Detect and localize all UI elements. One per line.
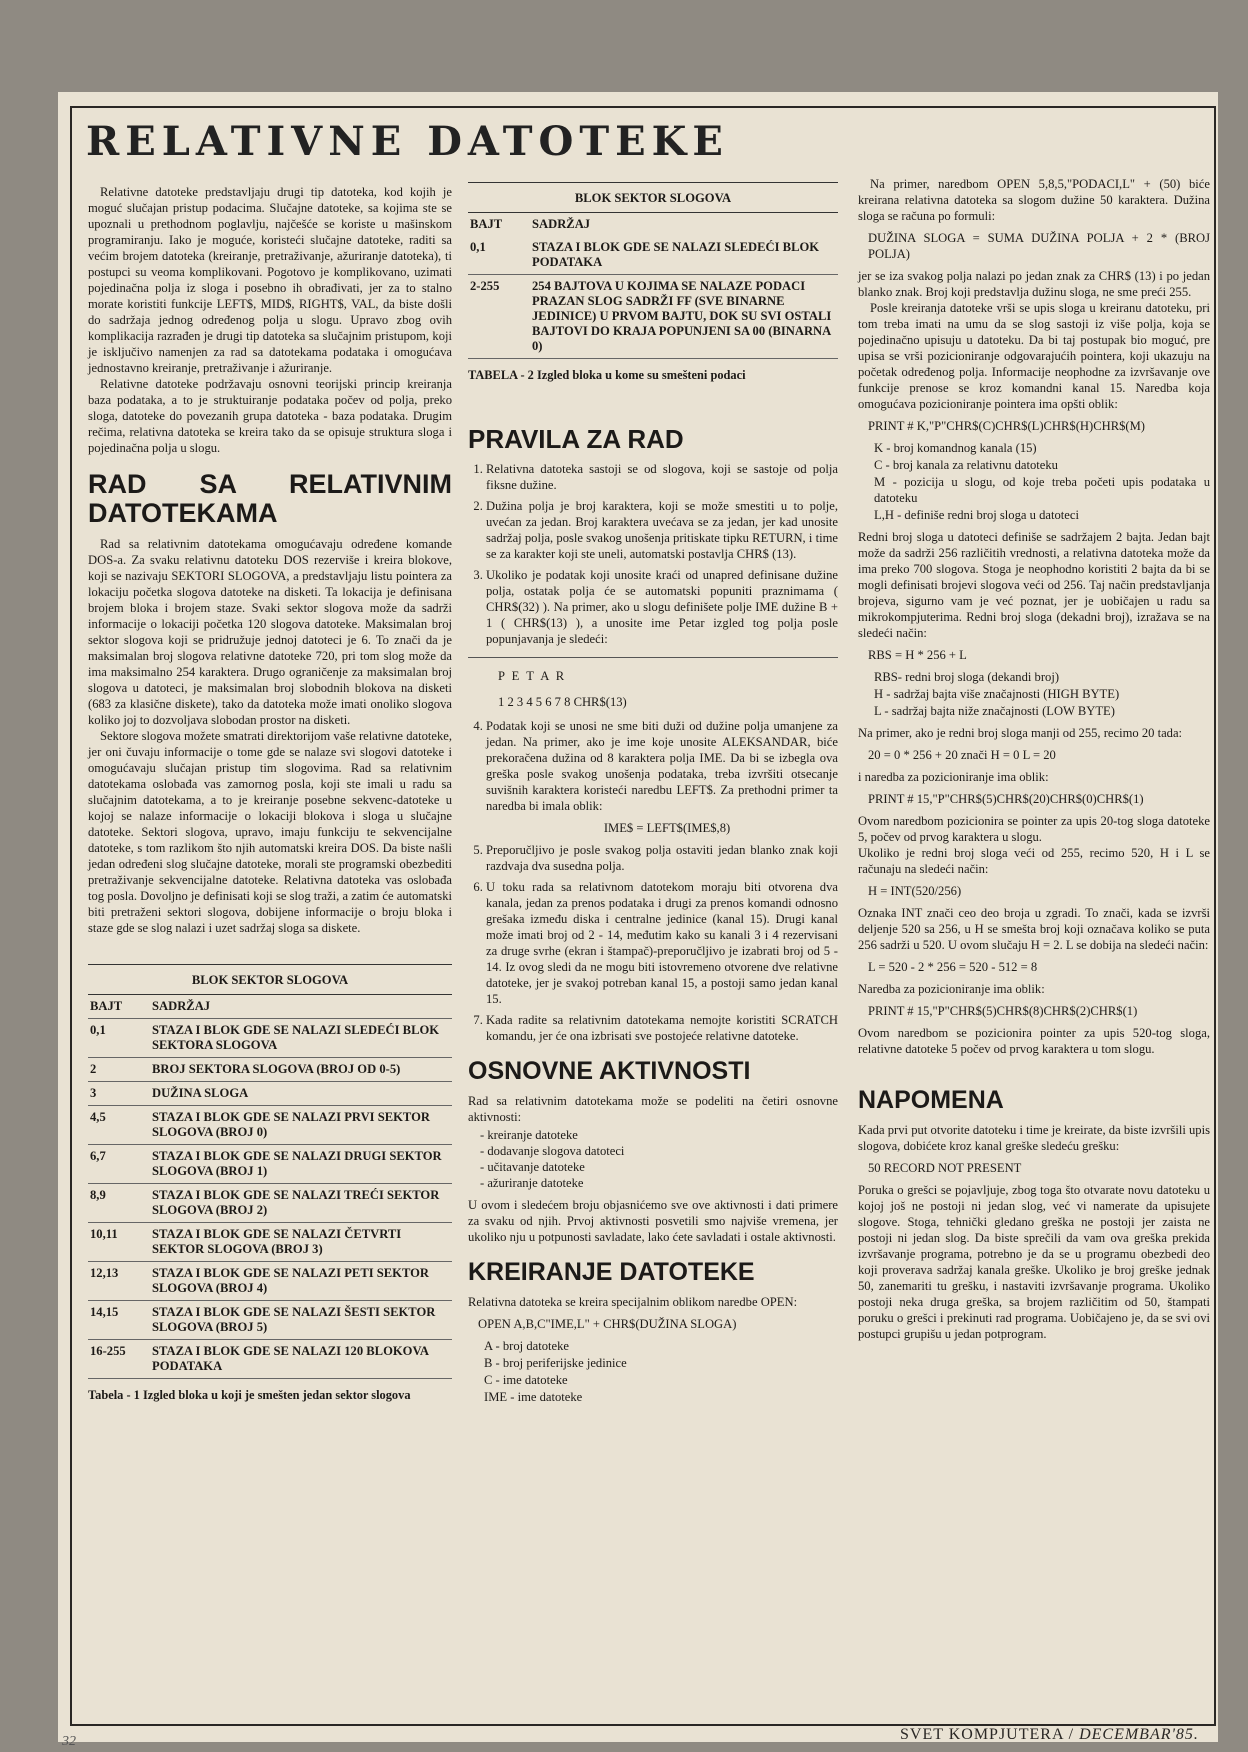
- intro-paragraph: Relativne datoteke predstavljaju drugi tip datoteka, kod kojih je moguć slučajan pristup podacima. Slučajne datoteke, sa kojima ste se upoznali u prethodnom poglavlju, najčešće se koriste u mašinskom programiranju. Iako je moguće, koristeći slučajne datoteke, raditi sa većim brojem datoteka (kreiranje, pretraživanje, ažuriranje datoteka), ti postupci su veoma komplikovani. Pogotovo je komplikovano, uzimati pojedinačna polja iz sloga i posebno ih obrađivati, jer za to stalno morate koristiti funkcije LEFT$, MID$, RIGHT$, VAL, da biste došli do sadržaja jednog određenog polja u slogu. Upravo zbog ovih komplikacija razrađen je drugi tip datoteka sa slučajnim pristupom, koji je isključivo namenjen za rad sa datotekama podataka i omogućava jednostavno kreiranje, pretraživanje i ažuriranje.: [88, 185, 452, 375]
- body-paragraph: Na primer, naredbom OPEN 5,8,5,"PODACI,L" + (50) biće kreirana relativna datoteka sa slogom dužine 50 karaktera. Dužina sloga se računa po formuli:: [858, 177, 1210, 223]
- table-cell: 0,1: [88, 1019, 150, 1058]
- code-line: OPEN A,B,C"IME,L" + CHR$(DUŽINA SLOGA): [478, 1317, 737, 1332]
- page-number: 32: [62, 1734, 76, 1749]
- table-2: [468, 182, 838, 383]
- table-cell: 254 BAJTOVA U KOJIMA SE NALAZE PODACI PRAZAN SLOG SADRŽI FF (SVE BINARNE JEDINICE) U PRVOM BAJTU, DOK SU SVI OSTALI BAJTOVI DO KRAJA POPUNJENI SA 00 (BINARNA 0): [530, 275, 838, 359]
- table-1: [88, 964, 452, 1403]
- definition: L,H - definiše redni broj sloga u datoteci: [874, 508, 1079, 522]
- column-1: [88, 184, 452, 1403]
- section-heading: KREIRANJE DATOTEKE: [468, 1258, 755, 1287]
- column-header: SADRŽAJ: [532, 217, 591, 231]
- body-paragraph: jer se iza svakog polja nalazi po jedan znak za CHR$ (13) i po jedan blanko znak. Broj koji predstavlja dužinu sloga, ne sme preći 255.: [858, 269, 1210, 299]
- definition-list: [874, 669, 1210, 719]
- error-line: 50 RECORD NOT PRESENT: [868, 1161, 1022, 1175]
- table-cell: 2: [88, 1058, 150, 1082]
- table-cell: STAZA I BLOK GDE SE NALAZI PETI SEKTOR SLOGOVA (BROJ 4): [150, 1262, 452, 1301]
- table-cell: 4,5: [88, 1106, 150, 1145]
- body-paragraph: Rad sa relativnim datotekama može se podeliti na četiri osnovne aktivnosti:: [468, 1094, 838, 1125]
- section-heading: OSNOVNE AKTIVNOSTI: [468, 1057, 751, 1086]
- code-line: IME$ = LEFT$(IME$,8): [603, 821, 731, 836]
- petar-index: 1 2 3 4 5 6 7 8 CHR$(13): [498, 695, 627, 710]
- table-cell: 14,15: [88, 1301, 150, 1340]
- column-3: [858, 176, 1210, 1342]
- list-item: - dodavanje slogova datoteci: [480, 1143, 838, 1159]
- definition: M - pozicija u slogu, od koje treba početi upis podataka u datoteku: [874, 475, 1210, 505]
- table-cell: STAZA I BLOK GDE SE NALAZI PRVI SEKTOR SLOGOVA (BROJ 0): [150, 1106, 452, 1145]
- body-paragraph: i naredba za pozicioniranje ima oblik:: [858, 770, 1049, 784]
- table-cell: 0,1: [468, 236, 530, 275]
- formula-line: H = INT(520/256): [868, 884, 962, 898]
- body-paragraph: Relativna datoteka se kreira specijalnim oblikom naredbe OPEN:: [468, 1295, 798, 1310]
- table-caption: TABELA - 2 Izgled bloka u kome su smešteni podaci: [468, 368, 746, 382]
- footer-separator: /: [1068, 1726, 1075, 1743]
- table-cell: DUŽINA SLOGA: [150, 1082, 452, 1106]
- table-cell: BROJ SEKTORA SLOGOVA (BROJ OD 0-5): [150, 1058, 452, 1082]
- body-paragraph: U ovom i sledećem broju objasnićemo sve ove aktivnosti i dati primere za svaku od njih. Prvoj aktivnosti posvetili smo najviše vremena, jer ukoliko nju u potpunosti savladate, lako ćete savladati i ostale aktivnosti.: [468, 1198, 838, 1245]
- definition: K - broj komandnog kanala (15): [874, 441, 1037, 455]
- definition: H - sadržaj bajta više značajnosti (HIGH BYTE): [874, 687, 1120, 701]
- list-item: - učitavanje datoteke: [480, 1159, 838, 1175]
- formula-line: RBS = H * 256 + L: [868, 648, 967, 662]
- body-paragraph: Ovom naredbom se pozicionira pointer za upis 520-tog sloga, relativne datoteke 5 počev od prvog karaktera u tom slogu.: [858, 1026, 1210, 1056]
- section-heading: PRAVILA ZA RAD: [468, 424, 684, 454]
- table-cell: 3: [88, 1082, 150, 1106]
- intro-paragraph: Relativne datoteke podržavaju osnovni teorijski princip kreiranja baza podataka, a to je struktuiranje podataka počev od polja, preko sloga, datoteke do povezanih grupa datoteka - baza podataka. Drugim rečima, relativna datoteka se kreira tako da se opisuje struktura sloga i pojedinačna polja u slogu.: [88, 377, 452, 455]
- table-cell: 16-255: [88, 1340, 150, 1379]
- definition: RBS- redni broj sloga (dekandi broj): [874, 670, 1060, 684]
- table-cell: STAZA I BLOK GDE SE NALAZI 120 BLOKOVA PODATAKA: [150, 1340, 452, 1379]
- list-item: [486, 718, 838, 836]
- column-header: BAJT: [470, 217, 503, 231]
- section-heading: NAPOMENA: [858, 1086, 1004, 1114]
- rules-list: [468, 461, 838, 647]
- definition: IME - ime datoteke: [484, 1390, 583, 1405]
- table-title: BLOK SEKTOR SLOGOVA: [468, 183, 838, 213]
- definition: C - ime datoteke: [484, 1373, 568, 1388]
- body-paragraph: Naredba za pozicioniranje ima oblik:: [858, 982, 1045, 996]
- definition-list: [874, 440, 1210, 523]
- table-cell: 10,11: [88, 1223, 150, 1262]
- list-item: - ažuriranje datoteke: [480, 1175, 838, 1191]
- list-item: 7. Kada radite sa relativnim datotekama nemojte koristiti SCRATCH komandu, jer će ona izbrisati sve postojeće relativne datoteke.: [486, 1012, 838, 1044]
- body-paragraph: Kada prvi put otvorite datoteku i time je kreirate, da biste izvršili upis slogova, dobićete kroz kanal greške sledeću grešku:: [858, 1123, 1210, 1153]
- list-item-text: Podatak koji se unosi ne sme biti duži od dužine polja umanjene za jedan. Na primer, ako je ime koje unosite ALEKSANDAR, biće prekoračena dužina od 8 karaktera polja IME. Da bi se izbegla ova greška posle svakog unošenja podataka, treba izvršiti otsecanje suvišnih karaktera koristeći naredbu LEFT$. Za prethodni primer ta naredba bi imala oblik:: [486, 719, 838, 814]
- code-line: PRINT # 15,"P"CHR$(5)CHR$(20)CHR$(0)CHR$(1): [868, 792, 1144, 806]
- body-paragraph: Ukoliko je redni broj sloga veći od 255, recimo 520, H i L se računaju na sledeći način:: [858, 846, 1210, 876]
- magazine-footer: [900, 1726, 1199, 1744]
- table-cell: STAZA I BLOK GDE SE NALAZI ŠESTI SEKTOR SLOGOVA (BROJ 5): [150, 1301, 452, 1340]
- table-title: BLOK SEKTOR SLOGOVA: [88, 965, 452, 995]
- table-cell: 6,7: [88, 1145, 150, 1184]
- table-cell: STAZA I BLOK GDE SE NALAZI ČETVRTI SEKTOR SLOGOVA (BROJ 3): [150, 1223, 452, 1262]
- intro-text: [88, 184, 452, 456]
- column-2: [468, 182, 838, 1411]
- list-item: 2. Dužina polja je broj karaktera, koji se može smestiti u to polje, uvećan za jedan. Broj karaktera uvećava se za jedan, jer kad unosite sadržaj polja, posle svakog unošenja pritiskate tipku RETURN, i time se za karakter koji ste uneli, automatski postavlja CHR$ (13).: [486, 498, 838, 562]
- table-cell: STAZA I BLOK GDE SE NALAZI SLEDEĆI BLOK PODATAKA: [530, 236, 838, 275]
- body-paragraph: Poruka o grešci se pojavljuje, zbog toga što otvarate novu datoteku u kojoj još ne postoji ni jedan slog, već vi namerate da upisujete slogove. Stoga, tehnički gledano greška ne postoji jer zaista ne postoji ni jedan slog. Da biste sprečili da vam ova greška prekida izvršavanje programa, potrebno je da se u programu obezbedi deo koji proverava sadržaj kanala greške. Ukoliko je broj greške jednak 50, zanemariti tu grešku, i nastaviti izvršavanje programa. Ukoliko postoji neka druga greška, sa brojem različitim od 50, štampati poruku o grešci i prekinuti rad programa. Uobičajeno je, da se svi ovi postupci grupišu u jedan potprogram.: [858, 1183, 1210, 1341]
- body-paragraph: Rad sa relativnim datotekama omogućavaju određene komande DOS-a. Za svaku relativnu datoteku DOS rezerviše i kreira blokove, koji se nazivaju SEKTORI SLOGOVA, a predstavljaju listu pointera za lokaciju početka slogova datoteke na disketi. Ta lokacija je definisana brojem bloka i brojem staze. Svaki sektor slogova može da sadrži informacije o lokaciji početka 120 slogova datoteke. Maksimalan broj sektor slogova koji se pridružuje jednoj datoteci je 6. To znači da je maksimalan broj slogova relativne datoteke 720, pri tom slog može da ima maksimalno 254 karaktera. Drugo ograničenje za maksimalan broj slogova u datoteci, je maksimalan broj slobodnih blokova na disketi (683 za klasične diskete), tako da datoteka može imati onoliko slogova koliko joj to dozvoljava slobodan prostor na disketi.: [88, 537, 452, 728]
- article-title: RELATIVNE DATOTEKE: [86, 118, 729, 165]
- table-cell: STAZA I BLOK GDE SE NALAZI SLEDEĆI BLOK SEKTORA SLOGOVA: [150, 1019, 452, 1058]
- definition: A - broj datoteke: [484, 1339, 569, 1354]
- section-heading: RAD SA RELATIVNIM DATOTEKAMA: [88, 469, 452, 529]
- issue-date: DECEMBAR'85.: [1079, 1726, 1199, 1743]
- table-cell: STAZA I BLOK GDE SE NALAZI DRUGI SEKTOR SLOGOVA (BROJ 1): [150, 1145, 452, 1184]
- definition-list: [484, 1338, 838, 1405]
- table-caption: Tabela - 1 Izgled bloka u koji je smešten jedan sektor slogova: [88, 1388, 411, 1403]
- table-cell: 2-255: [468, 275, 530, 359]
- activities-list: [480, 1127, 838, 1191]
- list-item: 5. Preporučljivo je posle svakog polja ostaviti jedan blanko znak koji razdvaja dva susedna polja.: [486, 842, 838, 874]
- rules-list-continued: [468, 718, 838, 1044]
- list-item: 1. Relativna datoteka sastoji se od slogova, koji se sastoje od polja fiksne dužine.: [486, 461, 838, 493]
- body-paragraph: Na primer, ako je redni broj sloga manji od 255, recimo 20 tada:: [858, 726, 1183, 740]
- table-cell: STAZA I BLOK GDE SE NALAZI TREĆI SEKTOR SLOGOVA (BROJ 2): [150, 1184, 452, 1223]
- body-paragraph: Ovom naredbom pozicionira se pointer za upis 20-tog sloga datoteke 5, počev od prvog karaktera u slogu.: [858, 814, 1210, 844]
- list-item: 6. U toku rada sa relativnom datotekom moraju biti otvorena dva kanala, jedan za prenos podataka i drugi za prenos komandi odnosno grešaka između diska i centralne jedinice (kanal 15). Drugi kanal može imati broj od 2 - 14, međutim kako su kanali 3 i 4 rezervisani za druge svrhe (ekran i štampač)-preporučljivo je izabrati broj od 5 - 14. Iz ovog sledi da ne mogu biti istovremeno otvorene dve relativne datoteke, jer je svakoj potreban kanal 15, a postoji samo jedan kanal 15.: [486, 879, 838, 1007]
- body-paragraph: Posle kreiranja datoteke vrši se upis sloga u kreiranu datoteku, pri tom treba imati na umu da se slog sastoji iz više polja, koja se pojedinačno upisuju u datoteku. Da bi taj postupak bio moguć, pre upisa se vrši pozicioniranje odgovarajućih pointera, koji ukazuju na početak određenog polja. Informacije neophodne za izvršavanje ove funkcije prenose se kroz komandni kanal 15. Naredba koja omogućava pozicioniranje pointera ima opšti oblik:: [858, 301, 1210, 411]
- definition: C - broj kanala za relativnu datoteku: [874, 458, 1058, 472]
- body-paragraph: Sektore slogova možete smatrati direktorijom vaše relativne datoteke, jer oni čuvaju informacije o tome gde se nalaze svi slogovi datoteke i omogućavaju slučajan pristup tim slogovima. Rad sa relativnim datotekama oslobađa vas zamornog posla, koji ste imali u radu sa slučajnim datotekama, a to je kreiranje posebne sekvenc-datoteke u kojoj se nalaze informacije o lokaciji blokova i sloga u slučajne datoteke. Sektori slogova, upravo, imaju funkciju te sekvencijalne datoteke, s tom razlikom što njih automatski kreira DOS. Da biste našli jedan određeni slog slučajne datoteke, morali ste programski obezbediti pretraživanje sekvencijalne datoteke. Relativna datoteka vas oslobađa tog posla. Dovoljno je definisati koji se slog traži, a zatim će automatski biti pretraženi sektori slogova, dobijene informacije o broju bloka i staze gde se slog nalazi i uzet sadržaj sloga sa diskete.: [88, 729, 452, 936]
- divider: [468, 657, 838, 658]
- table-cell: 8,9: [88, 1184, 150, 1223]
- formula-line: L = 520 - 2 * 256 = 520 - 512 = 8: [868, 960, 1038, 974]
- petar-example: P E T A R: [498, 669, 567, 684]
- table-cell: 12,13: [88, 1262, 150, 1301]
- column-header: SADRŽAJ: [150, 995, 452, 1019]
- definition: L - sadržaj bajta niže značajnosti (LOW BYTE): [874, 704, 1115, 718]
- code-line: PRINT # 15,"P"CHR$(5)CHR$(8)CHR$(2)CHR$(1): [868, 1004, 1138, 1018]
- body-paragraph: Redni broj sloga u datoteci definiše se sadržajem 2 bajta. Jedan bajt može da sadrži 256 različitih vrednosti, a relativna datoteka može da ima preko 700 slogova. Stoga je neophodno koristiti 2 bajta da bi se mogli definisati brojevi slogova veći od 256. Taj način predstavljanja brojeva, sigurno vam je već poznat, jer je uobičajen u radu sa mikrokompjuterima. Redni broj sloga (dekadni broj), izražava se na sledeći način:: [858, 530, 1210, 640]
- body-paragraph: Oznaka INT znači ceo deo broja u zgradi. To znači, kada se izvrši deljenje 520 sa 256, u H se smešta broj koji označava koliko se puta 256 sadrži u 520. U ovom slučaju H = 2. L se dobija na sledeći način:: [858, 906, 1210, 952]
- list-item: - kreiranje datoteke: [480, 1127, 838, 1143]
- list-item: 3. Ukoliko je podatak koji unosite kraći od unapred definisane dužine polja, ostatak polja će se automatski popuniti praznimama ( CHR$(32) ). Na primer, ako u slogu definišete polje IME dužine B + 1 ( CHR$(13) ), a unosite ime Petar izgled tog polja posle popunjavanja je sledeći:: [486, 567, 838, 647]
- definition: B - broj periferijske jedinice: [484, 1356, 627, 1371]
- formula-line: DUŽINA SLOGA = SUMA DUŽINA POLJA + 2 * (BROJ POLJA): [868, 231, 1210, 261]
- column-header: BAJT: [88, 995, 150, 1019]
- code-line: PRINT # K,"P"CHR$(C)CHR$(L)CHR$(H)CHR$(M): [868, 419, 1145, 433]
- magazine-name: SVET KOMPJUTERA: [900, 1726, 1064, 1743]
- formula-line: 20 = 0 * 256 + 20 znači H = 0 L = 20: [868, 748, 1056, 762]
